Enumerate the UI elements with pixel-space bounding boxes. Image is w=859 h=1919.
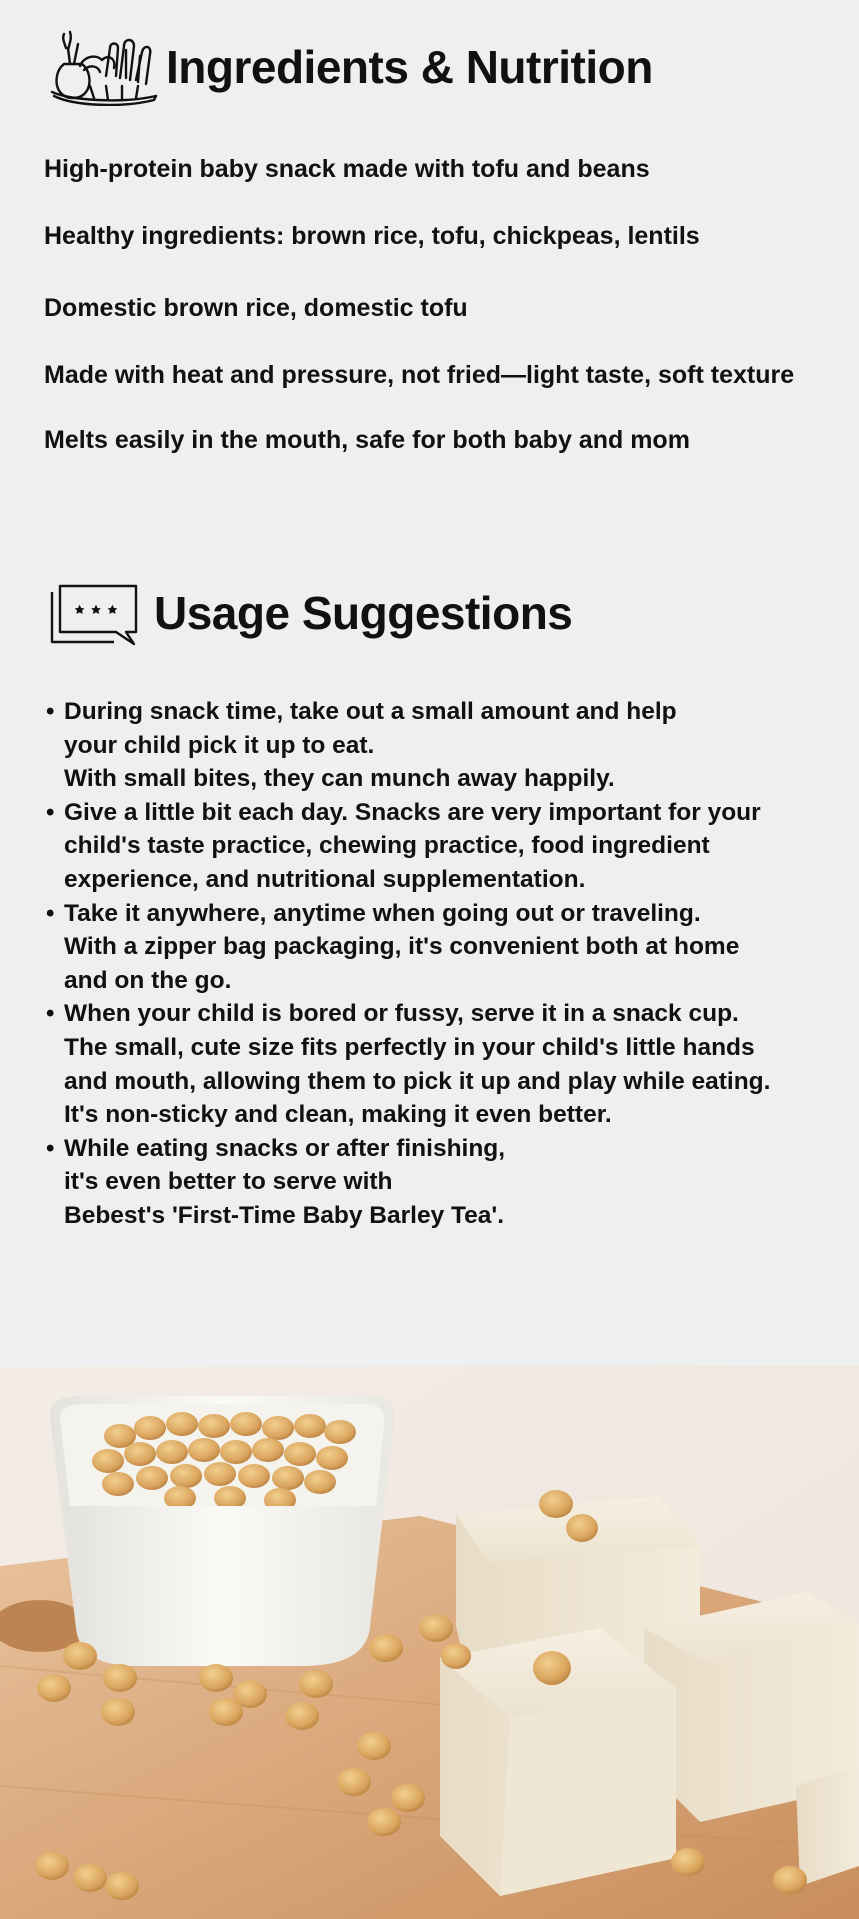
usage-line: While eating snacks or after finishing, (64, 1134, 506, 1162)
usage-header (50, 580, 750, 660)
usage-line: and mouth, allowing them to pick it up and play while eating. (64, 1067, 771, 1095)
ingredients-title: Ingredients & Nutrition (166, 41, 653, 93)
bullet-icon: • (46, 698, 55, 725)
usage-item (44, 897, 834, 998)
ingredient-item: Melts easily in the mouth, safe for both baby and mom (44, 426, 690, 454)
bullet-icon: • (46, 899, 55, 927)
usage-line: The small, cute size fits perfectly in your child's little hands (64, 1033, 755, 1061)
bullet-icon: • (46, 1134, 55, 1162)
usage-item (44, 695, 834, 796)
bullet-icon: • (46, 798, 55, 826)
usage-item (44, 997, 834, 1131)
usage-line: It's non-sticky and clean, making it even better. (64, 1101, 612, 1129)
ingredient-item: Domestic brown rice, domestic tofu (44, 294, 468, 322)
usage-line: With small bites, they can munch away happily. (64, 765, 615, 793)
ingredient-item: High-protein baby snack made with tofu and beans (44, 155, 650, 183)
review-chat-icon (50, 584, 140, 650)
usage-list (44, 695, 834, 1233)
tofu-and-soybeans-photo (0, 1366, 859, 1919)
usage-line: When your child is bored or fussy, serve it in a snack cup. (64, 1000, 739, 1028)
usage-line: experience, and nutritional supplementation. (64, 865, 586, 893)
usage-line: child's taste practice, chewing practice, food ingredient (64, 832, 710, 860)
usage-item (44, 796, 834, 897)
ingredient-item: Healthy ingredients: brown rice, tofu, chickpeas, lentils (44, 222, 700, 250)
usage-title: Usage Suggestions (154, 587, 573, 639)
usage-line: During snack time, take out a small amount and help (64, 698, 677, 725)
usage-line: and on the go. (64, 966, 232, 994)
usage-line: your child pick it up to eat. (64, 731, 375, 759)
usage-line: Bebest's 'First-Time Baby Barley Tea'. (64, 1201, 505, 1229)
usage-line: Give a little bit each day. Snacks are very important for your (64, 798, 761, 826)
bullet-icon: • (46, 1000, 55, 1028)
ingredient-item: Made with heat and pressure, not fried—light taste, soft texture (44, 361, 795, 389)
usage-item (44, 1132, 834, 1233)
usage-line: With a zipper bag packaging, it's convenient both at home (64, 933, 740, 961)
vegetables-icon (50, 26, 160, 106)
usage-line: Take it anywhere, anytime when going out or traveling. (64, 899, 701, 927)
usage-line: it's even better to serve with (64, 1168, 393, 1196)
ingredients-header (50, 22, 750, 112)
